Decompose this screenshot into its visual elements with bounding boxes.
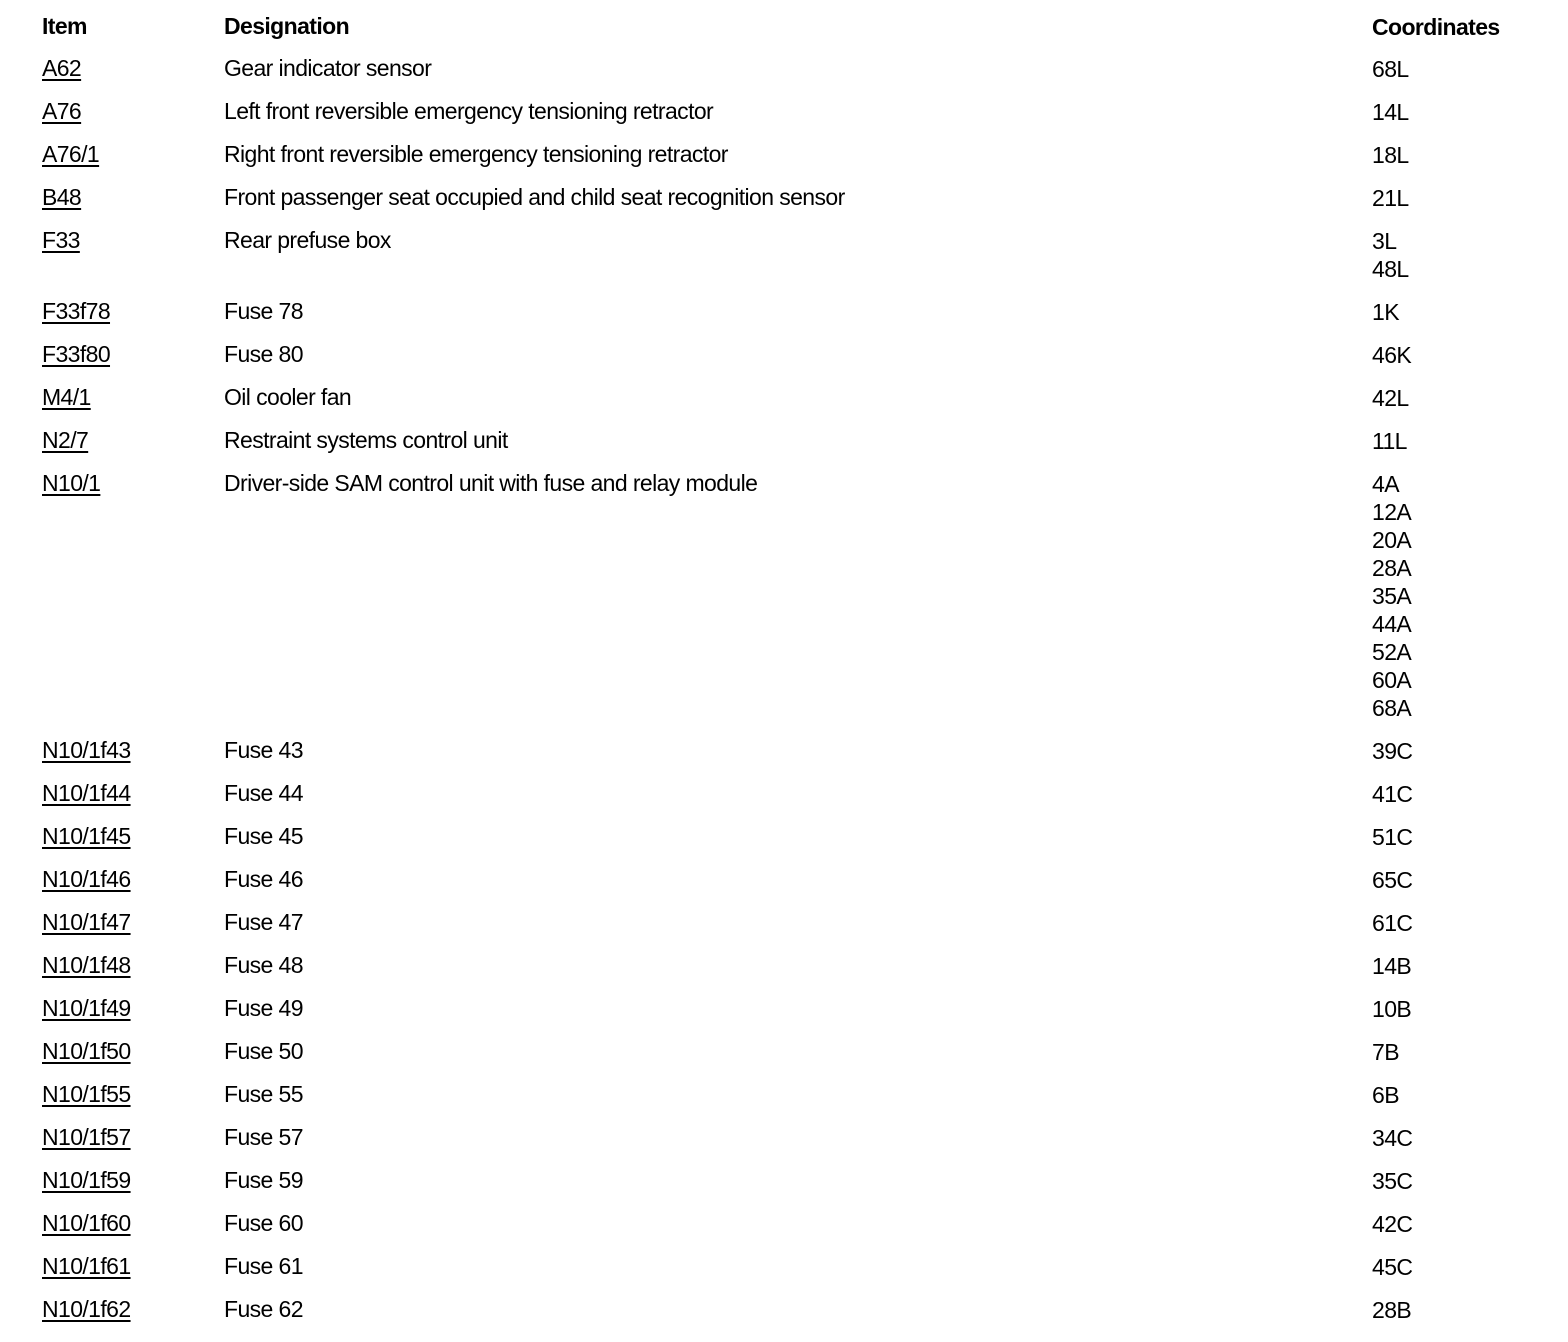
coordinate-value: 48L bbox=[1372, 256, 1409, 282]
table-row bbox=[0, 169, 1568, 212]
coordinate-value: 46K bbox=[1372, 342, 1412, 368]
item-link[interactable]: F33 bbox=[42, 227, 80, 253]
table-row bbox=[0, 283, 1568, 326]
designation-text: Fuse 50 bbox=[224, 1038, 303, 1064]
coordinates-cell bbox=[1372, 184, 1568, 212]
item-link[interactable]: F33f80 bbox=[42, 341, 111, 367]
header-designation: Designation bbox=[224, 13, 350, 39]
designation-text: Fuse 60 bbox=[224, 1210, 303, 1236]
coordinates-cell bbox=[1372, 995, 1568, 1023]
coordinate-value: 65C bbox=[1372, 867, 1413, 893]
table-row bbox=[0, 851, 1568, 894]
designation-text: Fuse 78 bbox=[224, 298, 303, 324]
coordinate-value: 45C bbox=[1372, 1254, 1413, 1280]
coordinate-value: 14B bbox=[1372, 953, 1412, 979]
coordinate-value: 42L bbox=[1372, 385, 1409, 411]
item-link[interactable]: A62 bbox=[42, 55, 82, 81]
table-row bbox=[0, 412, 1568, 455]
coordinate-value: 61C bbox=[1372, 910, 1413, 936]
coordinates-cell bbox=[1372, 1296, 1568, 1324]
item-link[interactable]: A76/1 bbox=[42, 141, 100, 167]
coordinate-value: 18L bbox=[1372, 142, 1409, 168]
coordinate-value: 39C bbox=[1372, 738, 1413, 764]
coordinate-value: 21L bbox=[1372, 185, 1409, 211]
item-link[interactable]: N10/1f47 bbox=[42, 909, 131, 935]
table-row bbox=[0, 722, 1568, 765]
coordinates-cell bbox=[1372, 98, 1568, 126]
designation-text: Fuse 49 bbox=[224, 995, 303, 1021]
designation-text: Fuse 80 bbox=[224, 341, 303, 367]
designation-text: Gear indicator sensor bbox=[224, 55, 432, 81]
table-row bbox=[0, 1195, 1568, 1238]
designation-text: Fuse 47 bbox=[224, 909, 303, 935]
coordinate-value: 6B bbox=[1372, 1082, 1399, 1108]
coordinates-cell bbox=[1372, 866, 1568, 894]
designation-text: Fuse 59 bbox=[224, 1167, 303, 1193]
coordinates-cell bbox=[1372, 470, 1568, 722]
coordinate-value: 52A bbox=[1372, 639, 1412, 665]
designation-text: Fuse 61 bbox=[224, 1253, 303, 1279]
table-body bbox=[0, 40, 1568, 1324]
designation-text: Fuse 45 bbox=[224, 823, 303, 849]
coordinates-cell bbox=[1372, 384, 1568, 412]
item-link[interactable]: M4/1 bbox=[42, 384, 91, 410]
coordinate-value: 11L bbox=[1372, 428, 1407, 454]
item-link[interactable]: N10/1f55 bbox=[42, 1081, 131, 1107]
table-row bbox=[0, 1023, 1568, 1066]
item-link[interactable]: N10/1f43 bbox=[42, 737, 131, 763]
designation-text: Restraint systems control unit bbox=[224, 427, 508, 453]
designation-text: Left front reversible emergency tensioning retractor bbox=[224, 98, 714, 124]
header-item: Item bbox=[42, 13, 87, 39]
coordinates-cell bbox=[1372, 737, 1568, 765]
table-row bbox=[0, 808, 1568, 851]
coordinate-value: 14L bbox=[1372, 99, 1409, 125]
coordinate-value: 60A bbox=[1372, 667, 1412, 693]
coordinates-cell bbox=[1372, 298, 1568, 326]
item-link[interactable]: N10/1f50 bbox=[42, 1038, 131, 1064]
coordinate-value: 42C bbox=[1372, 1211, 1413, 1237]
item-link[interactable]: B48 bbox=[42, 184, 82, 210]
coordinate-value: 28A bbox=[1372, 555, 1412, 581]
coordinates-cell bbox=[1372, 1167, 1568, 1195]
table-header bbox=[0, 0, 1568, 40]
table-row bbox=[0, 126, 1568, 169]
designation-text: Fuse 46 bbox=[224, 866, 303, 892]
coordinates-cell bbox=[1372, 227, 1568, 283]
item-link[interactable]: N10/1f62 bbox=[42, 1296, 131, 1322]
designation-text: Fuse 44 bbox=[224, 780, 303, 806]
coordinate-value: 20A bbox=[1372, 527, 1412, 553]
item-link[interactable]: A76 bbox=[42, 98, 82, 124]
designation-text: Fuse 43 bbox=[224, 737, 303, 763]
coordinate-value: 12A bbox=[1372, 499, 1412, 525]
table-row bbox=[0, 455, 1568, 722]
table-row bbox=[0, 212, 1568, 283]
item-link[interactable]: N10/1f46 bbox=[42, 866, 131, 892]
table-row bbox=[0, 937, 1568, 980]
designation-text: Front passenger seat occupied and child seat recognition sensor bbox=[224, 184, 845, 210]
coordinate-value: 68A bbox=[1372, 695, 1412, 721]
table-row bbox=[0, 326, 1568, 369]
coordinate-value: 51C bbox=[1372, 824, 1413, 850]
coordinate-value: 4A bbox=[1372, 471, 1399, 497]
item-link[interactable]: N10/1f45 bbox=[42, 823, 131, 849]
table-row bbox=[0, 1238, 1568, 1281]
coordinate-value: 41C bbox=[1372, 781, 1413, 807]
designation-text: Rear prefuse box bbox=[224, 227, 391, 253]
coordinate-value: 35A bbox=[1372, 583, 1412, 609]
table-row bbox=[0, 1152, 1568, 1195]
item-link[interactable]: N10/1f57 bbox=[42, 1124, 131, 1150]
coordinate-value: 10B bbox=[1372, 996, 1412, 1022]
coordinates-cell bbox=[1372, 141, 1568, 169]
designation-text: Fuse 55 bbox=[224, 1081, 303, 1107]
item-link[interactable]: F33f78 bbox=[42, 298, 111, 324]
designation-text: Fuse 57 bbox=[224, 1124, 303, 1150]
table-row bbox=[0, 894, 1568, 937]
designation-text: Oil cooler fan bbox=[224, 384, 352, 410]
coordinates-cell bbox=[1372, 909, 1568, 937]
table-row bbox=[0, 980, 1568, 1023]
coordinates-cell bbox=[1372, 341, 1568, 369]
coordinates-cell bbox=[1372, 427, 1568, 455]
coordinates-cell bbox=[1372, 55, 1568, 83]
coordinates-cell bbox=[1372, 1081, 1568, 1109]
table-row bbox=[0, 765, 1568, 808]
coordinates-cell bbox=[1372, 1038, 1568, 1066]
coordinate-value: 1K bbox=[1372, 299, 1399, 325]
coordinate-value: 68L bbox=[1372, 56, 1409, 82]
coordinates-cell bbox=[1372, 1210, 1568, 1238]
item-link[interactable]: N10/1f48 bbox=[42, 952, 131, 978]
coordinates-cell bbox=[1372, 780, 1568, 808]
item-link[interactable]: N2/7 bbox=[42, 427, 89, 453]
coordinates-cell bbox=[1372, 952, 1568, 980]
table-row bbox=[0, 1066, 1568, 1109]
item-link[interactable]: N10/1f60 bbox=[42, 1210, 131, 1236]
coordinate-value: 28B bbox=[1372, 1297, 1412, 1323]
designation-text: Fuse 48 bbox=[224, 952, 303, 978]
item-link[interactable]: N10/1f49 bbox=[42, 995, 131, 1021]
coordinates-cell bbox=[1372, 1124, 1568, 1152]
table-row bbox=[0, 40, 1568, 83]
designation-text: Fuse 62 bbox=[224, 1296, 303, 1322]
item-link[interactable]: N10/1 bbox=[42, 470, 101, 496]
coordinates-cell bbox=[1372, 1253, 1568, 1281]
item-link[interactable]: N10/1f59 bbox=[42, 1167, 131, 1193]
table-row bbox=[0, 1281, 1568, 1324]
table-row bbox=[0, 1109, 1568, 1152]
designation-text: Driver-side SAM control unit with fuse and relay module bbox=[224, 470, 758, 496]
coordinate-value: 44A bbox=[1372, 611, 1412, 637]
coordinates-cell bbox=[1372, 823, 1568, 851]
table-row bbox=[0, 83, 1568, 126]
coordinate-value: 7B bbox=[1372, 1039, 1399, 1065]
coordinate-value: 34C bbox=[1372, 1125, 1413, 1151]
item-link[interactable]: N10/1f44 bbox=[42, 780, 131, 806]
coordinate-value: 3L bbox=[1372, 228, 1397, 254]
header-coordinates: Coordinates bbox=[1372, 14, 1500, 40]
coordinate-value: 35C bbox=[1372, 1168, 1413, 1194]
table-row bbox=[0, 369, 1568, 412]
designation-text: Right front reversible emergency tensioning retractor bbox=[224, 141, 728, 167]
item-link[interactable]: N10/1f61 bbox=[42, 1253, 131, 1279]
